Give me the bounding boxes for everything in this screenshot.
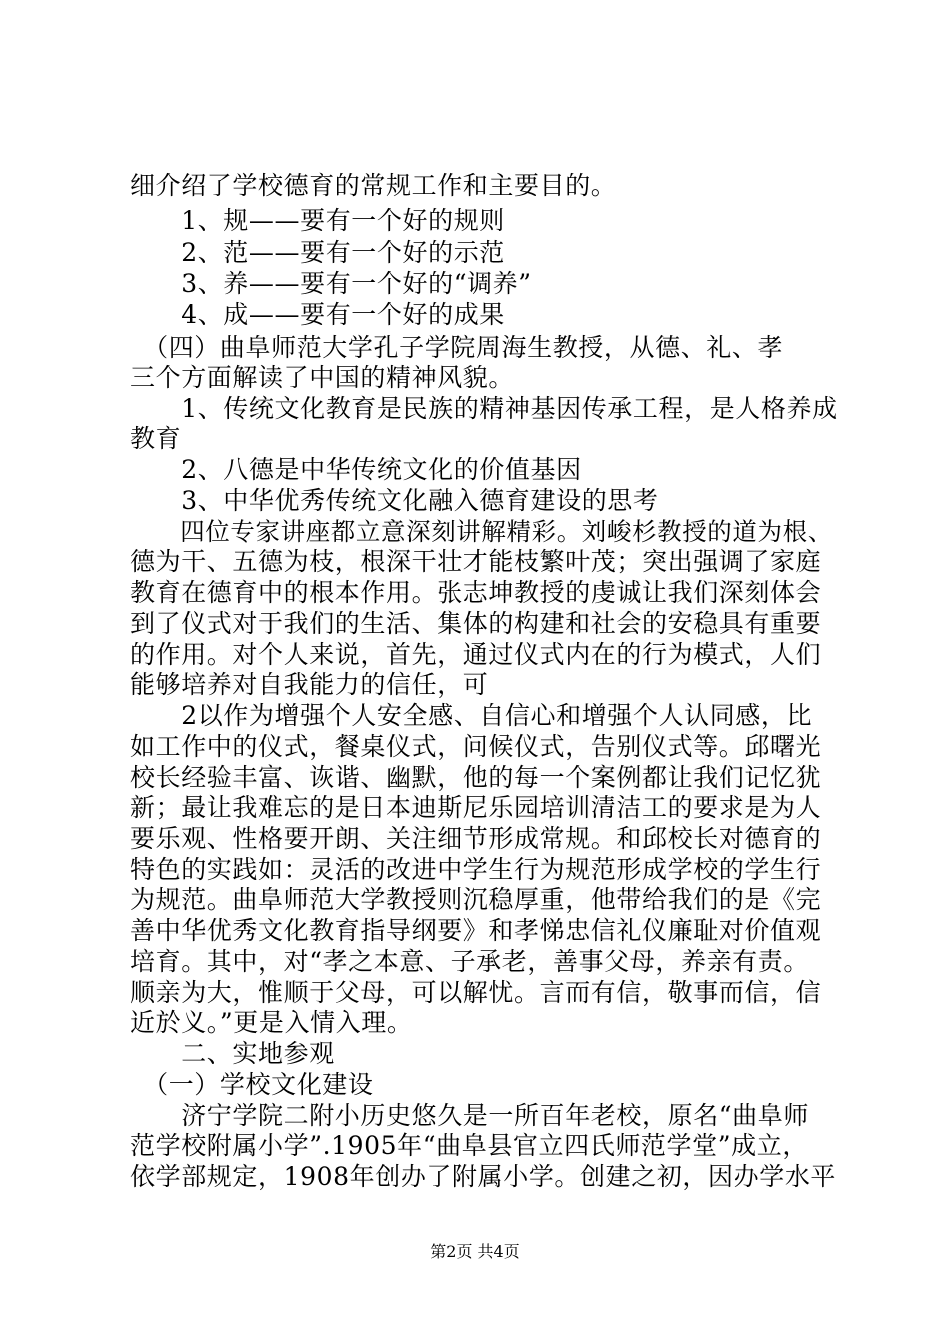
paragraph-line: 近於义。”更是入情入理。 (130, 1008, 413, 1037)
text-line: 细介绍了学校德育的常规工作和主要目的。 (130, 171, 617, 200)
paragraph-line: 要乐观、性格要开朗、关注细节形成常规。和邱校长对德育的 (130, 824, 822, 853)
page-number-footer: 第2页 共4页 (430, 1242, 520, 1261)
paragraph-line: 顺亲为大，惟顺于父母，可以解忧。言而有信，敬事而信，信 (130, 978, 822, 1007)
section-heading: （四）曲阜师范大学孔子学院周海生教授，从德、礼、孝 (130, 333, 784, 362)
list-item: 1、规——要有一个好的规则 (130, 206, 505, 235)
paragraph-line: 培育。其中，对“孝之本意、子承老，善事父母，养亲有责。 (130, 947, 809, 976)
paragraph-line: 新；最让我难忘的是日本迪斯尼乐园培训清洁工的要求是为人 (130, 793, 822, 822)
text-line: 三个方面解读了中国的精神风貌。 (130, 363, 515, 392)
paragraph-line: 校长经验丰富、诙谐、幽默，他的每一个案例都让我们记忆犹 (130, 763, 822, 792)
list-item: 4、成——要有一个好的成果 (130, 300, 505, 329)
paragraph-line: 为规范。曲阜师范大学教授则沉稳厚重，他带给我们的是《完 (130, 885, 822, 914)
paragraph-line: 2以作为增强个人安全感、自信心和增强个人认同感，比 (130, 701, 813, 730)
list-item: 2、八德是中华传统文化的价值基因 (130, 455, 582, 484)
list-item: 1、传统文化教育是民族的精神基因传承工程，是人格养成 (130, 394, 838, 423)
paragraph-line: 到了仪式对于我们的生活、集体的构建和社会的安稳具有重要 (130, 609, 822, 638)
subsection-heading: （一）学校文化建设 (130, 1070, 374, 1099)
paragraph-line: 济宁学院二附小历史悠久是一所百年老校，原名“曲阜师 (130, 1101, 809, 1130)
section-heading: 二、实地参观 (130, 1039, 335, 1068)
paragraph-line: 教育在德育中的根本作用。张志坤教授的虔诚让我们深刻体会 (130, 578, 822, 607)
paragraph-line: 能够培养对自我能力的信任，可 (130, 670, 489, 699)
paragraph-line: 善中华优秀文化教育指导纲要》和孝悌忠信礼仪廉耻对价值观 (130, 916, 822, 945)
paragraph-line: 的作用。对个人来说，首先，通过仪式内在的行为模式，人们 (130, 640, 822, 669)
list-item: 3、养——要有一个好的“调养” (130, 269, 532, 298)
paragraph-line: 德为干、五德为枝，根深干壮才能枝繁叶茂；突出强调了家庭 (130, 547, 822, 576)
list-item: 3、中华优秀传统文化融入德育建设的思考 (130, 486, 659, 515)
paragraph-line: 依学部规定，1908年创办了附属小学。创建之初，因办学水平 (130, 1162, 837, 1191)
list-item: 2、范——要有一个好的示范 (130, 238, 505, 267)
paragraph-line: 如工作中的仪式，餐桌仪式，问候仪式，告别仪式等。邱曙光 (130, 732, 822, 761)
paragraph-line: 四位专家讲座都立意深刻讲解精彩。刘峻杉教授的道为根、 (130, 517, 833, 546)
paragraph-line: 范学校附属小学”.1905年“曲阜县官立四氏师范学堂”成立， (130, 1131, 808, 1160)
text-line: 教育 (130, 424, 182, 453)
paragraph-line: 特色的实践如：灵活的改进中学生行为规范形成学校的学生行 (130, 855, 822, 884)
